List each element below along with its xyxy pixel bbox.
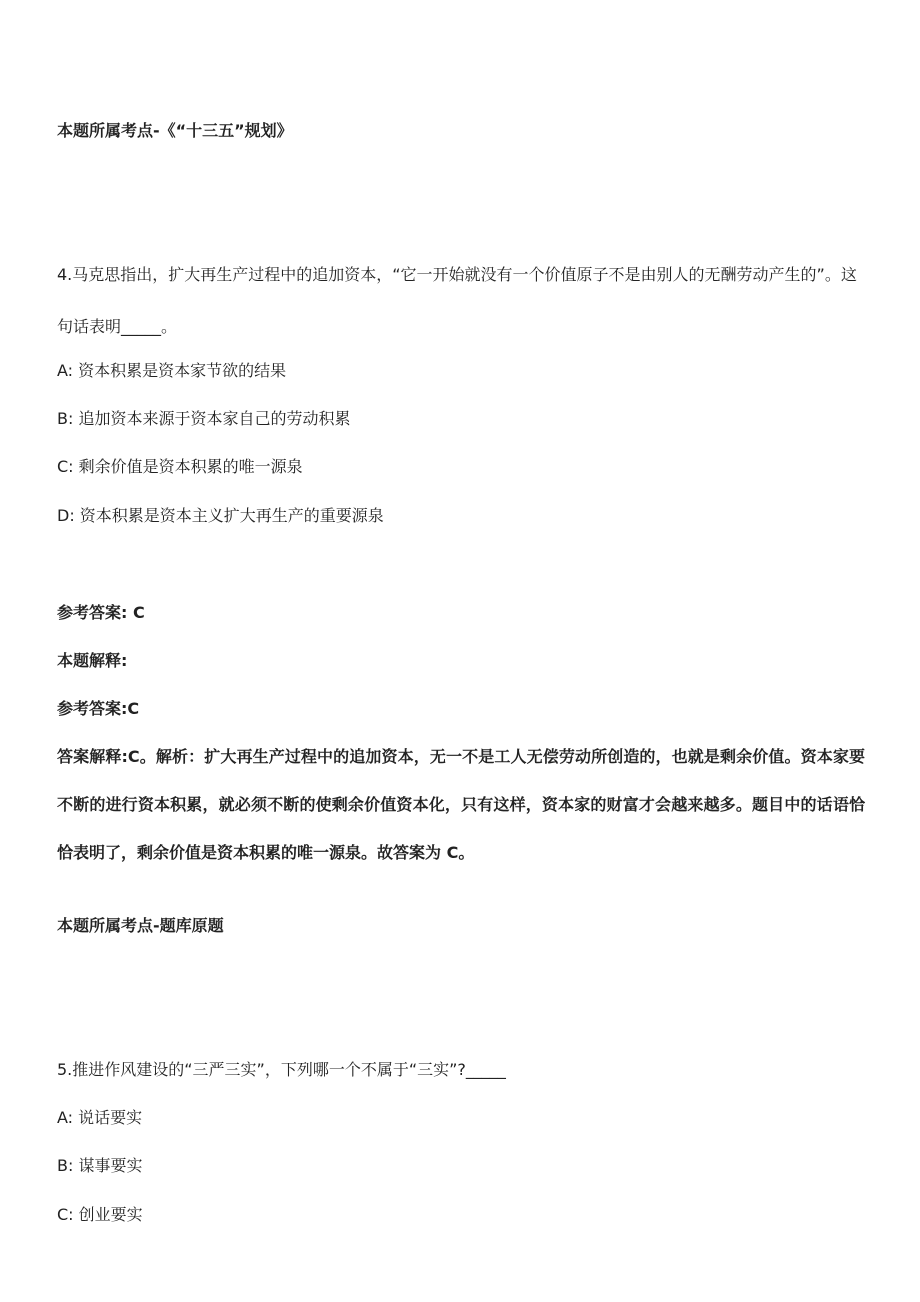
q4-option-b: B: 追加资本来源于资本家自己的劳动积累 (57, 409, 351, 428)
q4-explain-label: 本题解释: (57, 651, 128, 670)
q5-option-c: C: 创业要实 (57, 1205, 143, 1224)
q4-option-c: C: 剩余价值是资本积累的唯一源泉 (57, 457, 303, 476)
q5-stem: 5.推进作风建设的“三严三实”，下列哪一个不属于“三实”?_____ (57, 1060, 506, 1079)
q3-topic: 本题所属考点-《“十三五”规划》 (57, 121, 293, 140)
q4-stem: 4.马克思指出，扩大再生产过程中的追加资本，“它一开始就没有一个价值原子不是由别人的无酬劳动产生的”。这句话表明_____。 (57, 265, 857, 336)
q5-option-b: B: 谋事要实 (57, 1156, 143, 1175)
q4-answer-repeat: 参考答案:C (57, 699, 140, 718)
q4-answer: 参考答案: C (57, 603, 145, 622)
q5-option-a: A: 说话要实 (57, 1108, 143, 1127)
q4-option-d: D: 资本积累是资本主义扩大再生产的重要源泉 (57, 506, 384, 525)
q4-explanation: 答案解释:C。解析：扩大再生产过程中的追加资本，无一不是工人无偿劳动所创造的，也就是剩余价值。资本家要不断的进行资本积累，就必须不断的使剩余价值资本化，只有这样，资本家的财富才会越来越多。题目中的话语恰恰表明了，剩余价值是资本积累的唯一源泉。故答案为 C。 (57, 747, 865, 862)
q4-topic: 本题所属考点-题库原题 (57, 916, 224, 935)
q4-option-a: A: 资本积累是资本家节欲的结果 (57, 361, 287, 380)
